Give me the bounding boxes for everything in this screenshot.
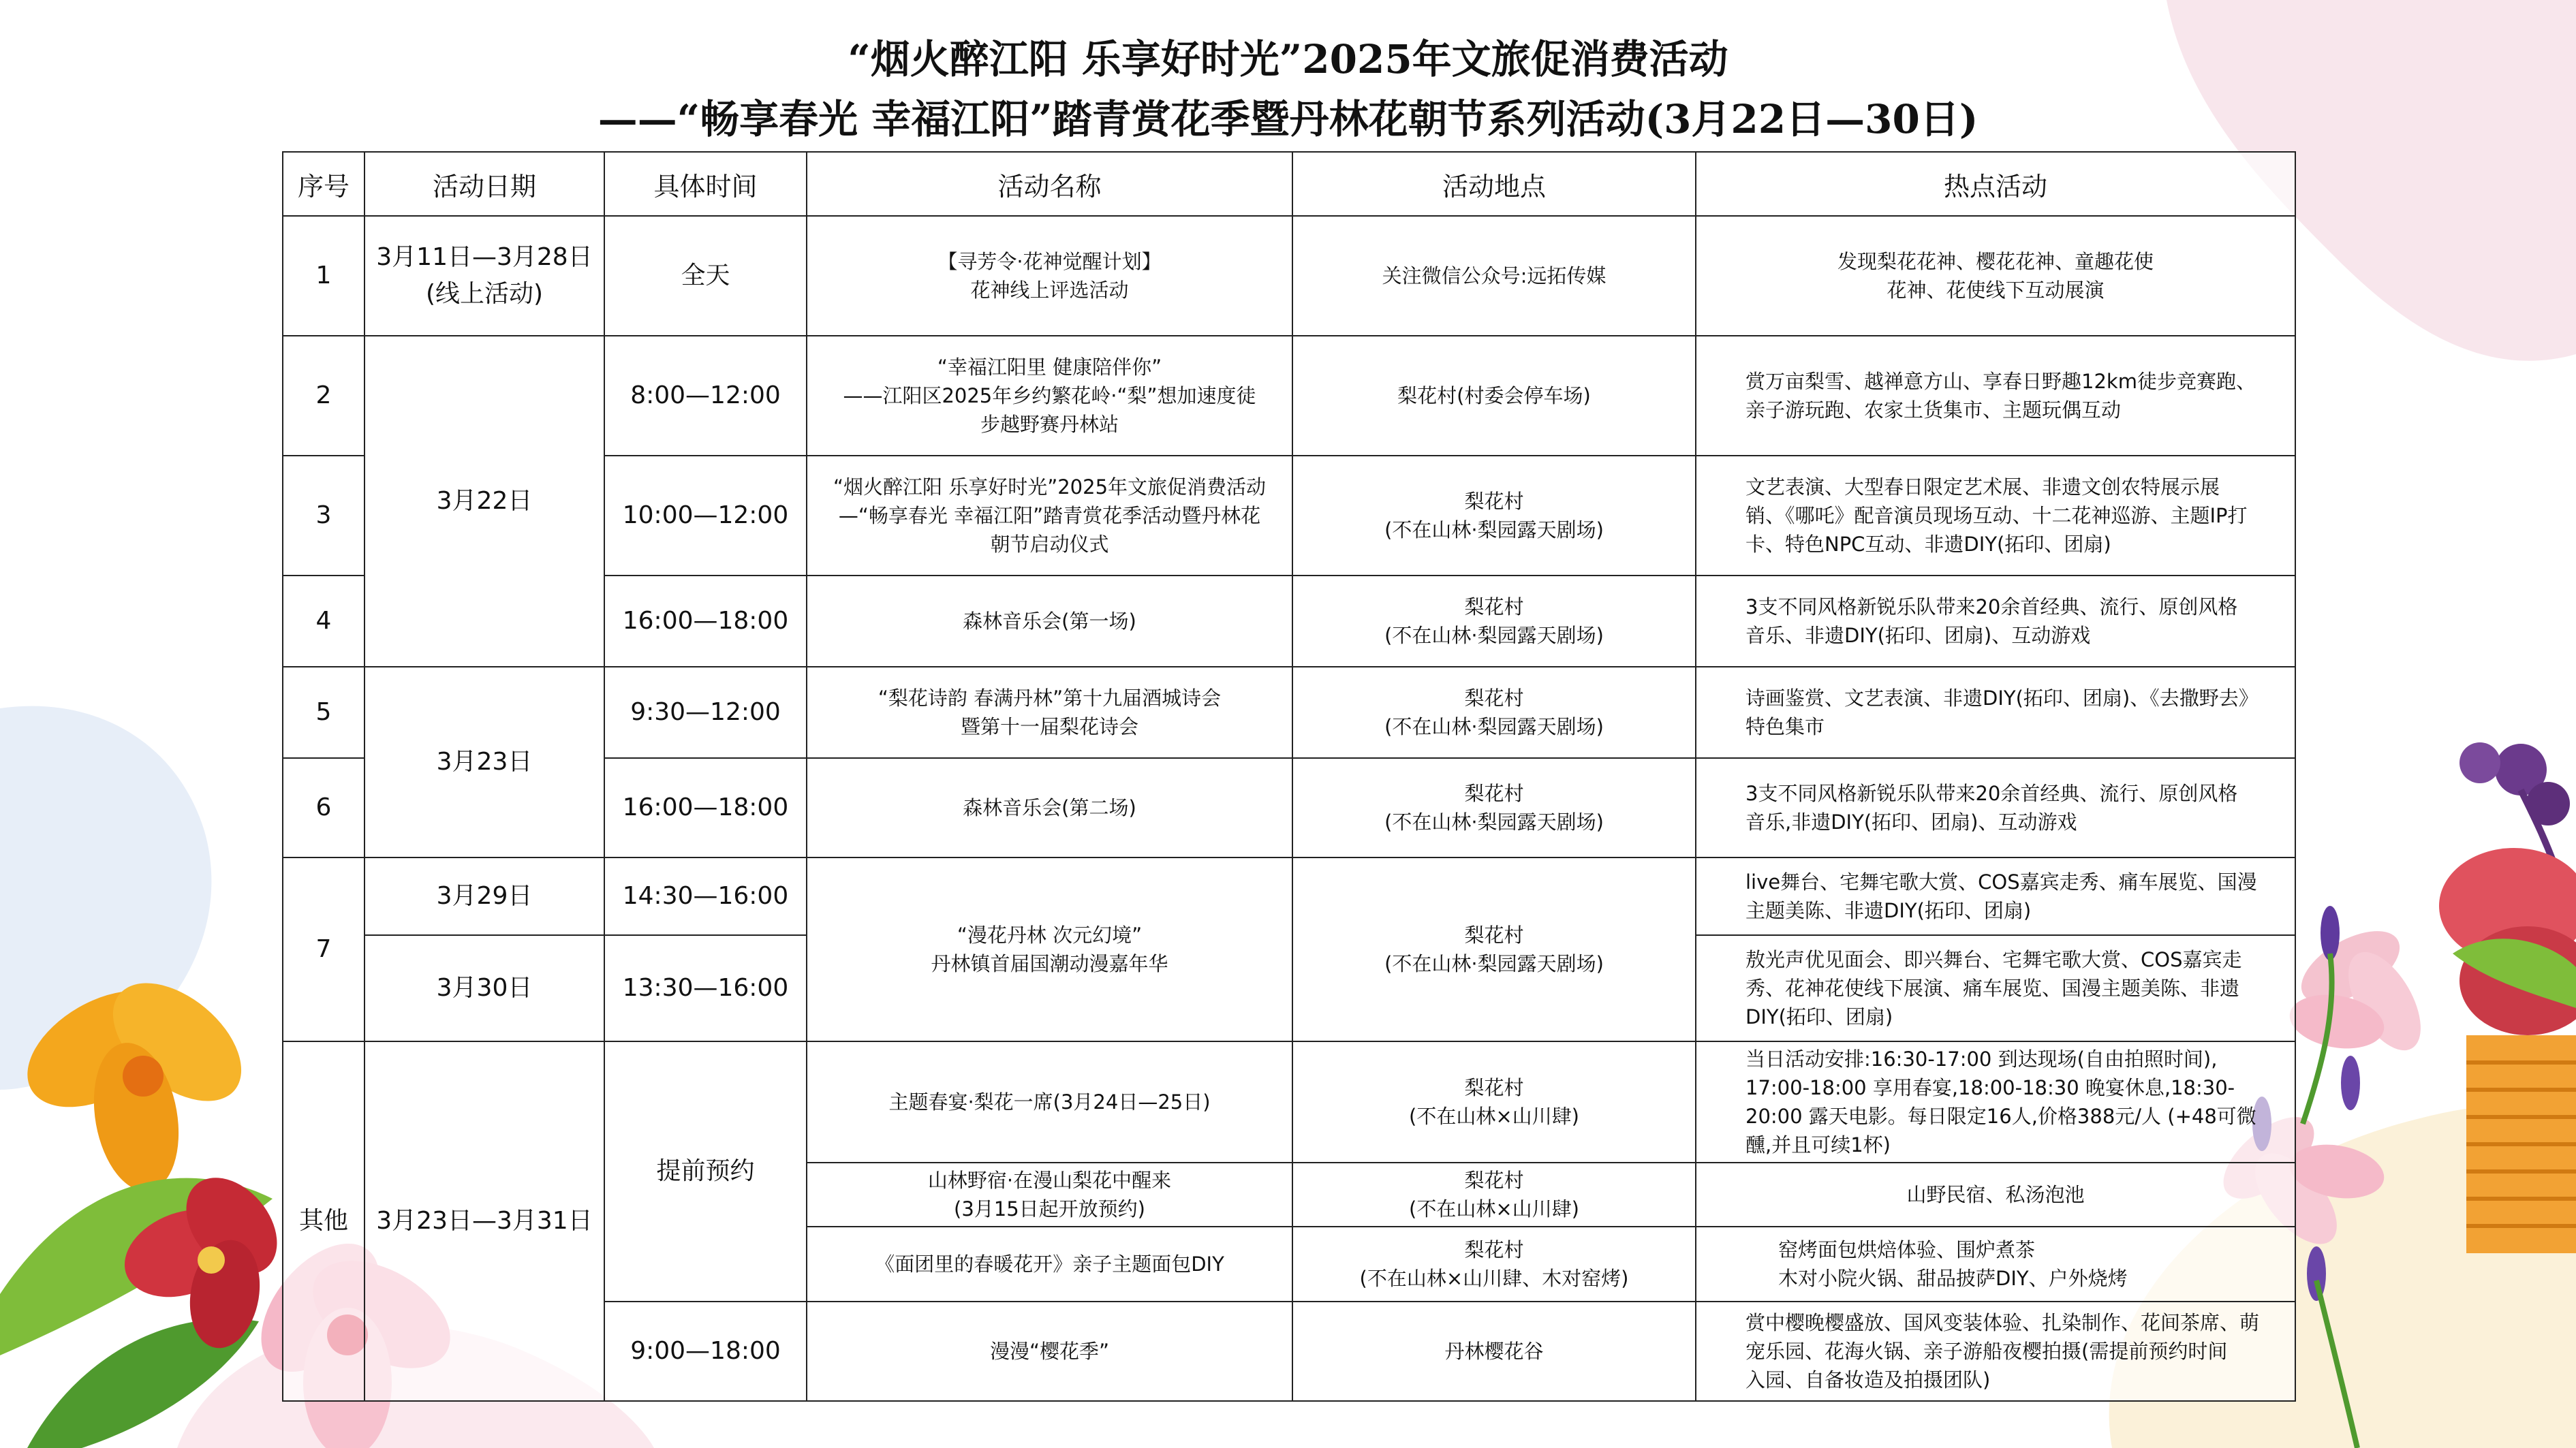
row-venue-line: 梨花村 (1464, 595, 1524, 618)
row-hot (1696, 667, 2295, 758)
row-time: 全天 (604, 216, 807, 336)
pattern-orange-right-icon (2466, 1035, 2576, 1253)
row-time: 提前预约 (604, 1041, 807, 1302)
row-venue-line: 关注微信公众号:远拓传媒 (1382, 264, 1607, 287)
row-name-line: 漫漫“樱花季” (989, 1340, 1110, 1364)
header-venue: 活动地点 (1292, 152, 1696, 216)
row-hot-line: 卡、特色NPC互动、非遗DIY(拓印、团扇) (1745, 533, 2111, 556)
row-time: 9:30—12:00 (604, 667, 807, 758)
row-venue-line: (不在山林×山川肆、木对窑烤) (1359, 1267, 1629, 1291)
row-hot (1696, 935, 2295, 1041)
row-hot-line: 窑烤面包烘焙体验、围炉煮茶 (1778, 1238, 2036, 1262)
row-hot-line: live舞台、宅舞宅歌大赏、COS嘉宾走秀、痛车展览、国漫 (1745, 870, 2257, 894)
row-date: 3月30日 (364, 935, 604, 1041)
row-index: 7 (283, 857, 364, 1041)
row-venue-line: (不在山林·梨园露天剧场) (1384, 518, 1604, 541)
row-name-line: 森林音乐会(第一场) (963, 609, 1136, 633)
row-venue-line: 梨花村 (1464, 923, 1524, 947)
row-venue (1292, 1163, 1696, 1227)
row-hot (1696, 1227, 2295, 1302)
row-hot-line: 音乐、非遗DIY(拓印、团扇)、互动游戏 (1745, 624, 2091, 647)
row-index: 3 (283, 456, 364, 576)
row-hot (1696, 216, 2295, 336)
row-venue-line: 梨花村 (1464, 781, 1524, 805)
header-date: 活动日期 (364, 152, 604, 216)
row-hot (1696, 576, 2295, 667)
row-venue (1292, 1041, 1696, 1163)
row-hot-line: 文艺表演、大型春日限定艺术展、非遗文创农特展示展 (1745, 475, 2220, 499)
row-name-line: 丹林镇首届国潮动漫嘉年华 (931, 952, 1168, 975)
row-name-line: “烟火醉江阳 乐享好时光”2025年文旅促消费活动 (833, 475, 1267, 499)
row-hot-line: 音乐,非遗DIY(拓印、团扇)、互动游戏 (1745, 810, 2077, 834)
row-hot-line: 当日活动安排:16:30-17:00 到达现场(自由拍照时间), (1745, 1048, 2218, 1071)
row-name (807, 336, 1292, 456)
row-time: 16:00—18:00 (604, 758, 807, 857)
row-hot-line: 宠乐园、花海火锅、亲子游船夜樱拍摄(需提前预约时间 (1745, 1340, 2228, 1364)
row-name-line: “漫花丹林 次元幻境” (957, 923, 1143, 947)
row-date: 3月29日 (364, 857, 604, 935)
row-hot-line: DIY(拓印、团扇) (1745, 1005, 1893, 1029)
page-title: “烟火醉江阳 乐享好时光”2025年文旅促消费活动 (848, 36, 1728, 82)
row-venue (1292, 456, 1696, 576)
row-hot-line: 山野民宿、私汤泡池 (1906, 1183, 2085, 1207)
table-row (283, 216, 2295, 336)
row-name-line: “幸福江阳里 健康陪伴你” (937, 355, 1162, 379)
row-index: 5 (283, 667, 364, 758)
row-hot-line: 销、《哪吒》配音演员现场互动、十二花神巡游、主题IP打 (1745, 503, 2248, 527)
table-row (283, 857, 2295, 935)
row-name (807, 758, 1292, 857)
row-name-line: —“畅享春光 幸福江阳”踏青赏花季活动暨丹林花 (838, 503, 1261, 527)
row-index: 2 (283, 336, 364, 456)
row-name (807, 1227, 1292, 1302)
row-venue-line: (不在山林·梨园露天剧场) (1384, 624, 1604, 647)
row-name (807, 216, 1292, 336)
row-name-line: 《面团里的春暖花开》亲子主题面包DIY (875, 1253, 1224, 1276)
row-index: 其他 (283, 1041, 364, 1401)
row-venue (1292, 576, 1696, 667)
row-venue-line: (不在山林×山川肆) (1409, 1105, 1579, 1129)
row-name-line: 花神线上评选活动 (970, 279, 1129, 302)
row-venue-line: (不在山林·梨园露天剧场) (1384, 810, 1604, 834)
row-name-line: 步越野赛丹林站 (980, 413, 1119, 437)
row-venue-line: 丹林樱花谷 (1444, 1340, 1544, 1364)
row-index: 1 (283, 216, 364, 336)
row-date: 3月23日 (364, 667, 604, 857)
schedule-table (282, 151, 2296, 1402)
row-name (807, 1163, 1292, 1227)
row-time: 9:00—18:00 (604, 1302, 807, 1401)
row-hot-line: 主题美陈、非遗DIY(拓印、团扇) (1745, 899, 2032, 922)
table-row (283, 667, 2295, 758)
row-venue (1292, 1227, 1696, 1302)
row-date: 3月22日 (364, 336, 604, 667)
row-index: 4 (283, 576, 364, 667)
row-time: 10:00—12:00 (604, 456, 807, 576)
row-name-line: 森林音乐会(第二场) (963, 796, 1136, 819)
row-name-line: 暨第十一届梨花诗会 (960, 715, 1138, 738)
row-time: 16:00—18:00 (604, 576, 807, 667)
table-row (283, 1041, 2295, 1163)
table-row (283, 336, 2295, 456)
row-hot-line: 敖光声优见面会、即兴舞台、宅舞宅歌大赏、COS嘉宾走 (1745, 947, 2242, 971)
row-name-line: 主题春宴·梨花一席(3月24日—25日) (888, 1090, 1211, 1114)
header-time: 具体时间 (604, 152, 807, 216)
row-hot-line: 发现梨花花神、樱花花神、童趣花使 (1837, 249, 2154, 273)
row-name-line: 【寻芳令·花神觉醒计划】 (937, 249, 1162, 273)
row-name-line: 朝节启动仪式 (990, 533, 1109, 556)
row-index: 6 (283, 758, 364, 857)
row-hot-line: 诗画鉴赏、文艺表演、非遗DIY(拓印、团扇)、《去撒野去》 (1745, 686, 2259, 710)
row-hot (1696, 456, 2295, 576)
row-hot (1696, 758, 2295, 857)
row-name-line: “梨花诗韵 春满丹林”第十九届酒城诗会 (878, 686, 1222, 710)
row-hot (1696, 336, 2295, 456)
page-subtitle: ——“畅享春光 幸福江阳”踏青赏花季暨丹林花朝节系列活动(3月22日—30日) (598, 96, 1978, 142)
row-venue-line: (不在山林·梨园露天剧场) (1384, 952, 1604, 975)
row-hot-line: 亲子游玩跑、农家土货集市、主题玩偶互动 (1745, 398, 2122, 422)
row-venue-line: (不在山林×山川肆) (1409, 1197, 1579, 1221)
row-name (807, 1041, 1292, 1163)
row-venue-line: 梨花村(村委会停车场) (1397, 383, 1591, 407)
row-hot-line: 赏中樱晚樱盛放、国风变装体验、扎染制作、花间茶席、萌 (1745, 1311, 2260, 1335)
row-venue (1292, 758, 1696, 857)
row-venue-line: 梨花村 (1464, 686, 1524, 710)
row-venue (1292, 857, 1696, 1041)
row-name-line: (3月15日起开放预约) (954, 1197, 1145, 1221)
row-date-line: (线上活动) (425, 280, 544, 308)
row-hot-line: 入园、自备妆造及拍摄团队) (1745, 1368, 1991, 1392)
row-hot-line: 20:00 露天电影。每日限定16人,价格388元/人 (+48可微 (1745, 1105, 2256, 1129)
row-venue (1292, 1302, 1696, 1401)
row-name (807, 456, 1292, 576)
row-hot (1696, 1302, 2295, 1401)
row-hot-line: 3支不同风格新锐乐队带来20余首经典、流行、原创风格 (1745, 595, 2238, 618)
row-venue (1292, 667, 1696, 758)
row-date (364, 216, 604, 336)
row-name-line: ——江阳区2025年乡约繁花岭·“梨”想加速度徒 (843, 383, 1256, 407)
row-hot-line: 3支不同风格新锐乐队带来20余首经典、流行、原创风格 (1745, 781, 2238, 805)
row-hot-line: 木对小院火锅、甜品披萨DIY、户外烧烤 (1778, 1267, 2128, 1291)
row-hot (1696, 1163, 2295, 1227)
row-hot-line: 17:00-18:00 享用春宴,18:00-18:30 晚宴休息,18:30- (1745, 1076, 2235, 1100)
row-time: 14:30—16:00 (604, 857, 807, 935)
row-time: 8:00—12:00 (604, 336, 807, 456)
row-name (807, 667, 1292, 758)
row-name (807, 576, 1292, 667)
table-header-row (283, 152, 2295, 216)
row-venue-line: 梨花村 (1464, 1238, 1524, 1262)
row-hot (1696, 857, 2295, 935)
row-hot-line: 特色集市 (1745, 715, 1825, 738)
row-venue-line: (不在山林·梨园露天剧场) (1384, 715, 1604, 738)
row-venue (1292, 336, 1696, 456)
row-hot-line: 花神、花使线下互动展演 (1887, 279, 2105, 302)
row-time: 13:30—16:00 (604, 935, 807, 1041)
header-index: 序号 (283, 152, 364, 216)
header-name: 活动名称 (807, 152, 1292, 216)
row-date: 3月23日—3月31日 (364, 1041, 604, 1401)
row-name-line: 山林野宿·在漫山梨花中醒来 (927, 1169, 1172, 1193)
row-venue-line: 梨花村 (1464, 489, 1524, 513)
row-hot-line: 赏万亩梨雪、越禅意方山、享春日野趣12km徒步竞赛跑、 (1745, 369, 2256, 393)
row-hot (1696, 1041, 2295, 1163)
row-venue-line: 梨花村 (1464, 1169, 1524, 1193)
row-hot-line: 醺,并且可续1杯) (1745, 1133, 1891, 1157)
row-hot-line: 秀、花神花使线下展演、痛车展览、国漫主题美陈、非遗 (1745, 976, 2240, 1000)
row-name (807, 857, 1292, 1041)
row-venue (1292, 216, 1696, 336)
row-name (807, 1302, 1292, 1401)
row-date-line: 3月11日—3月28日 (376, 243, 593, 271)
header-hot: 热点活动 (1696, 152, 2295, 216)
row-venue-line: 梨花村 (1464, 1076, 1524, 1100)
